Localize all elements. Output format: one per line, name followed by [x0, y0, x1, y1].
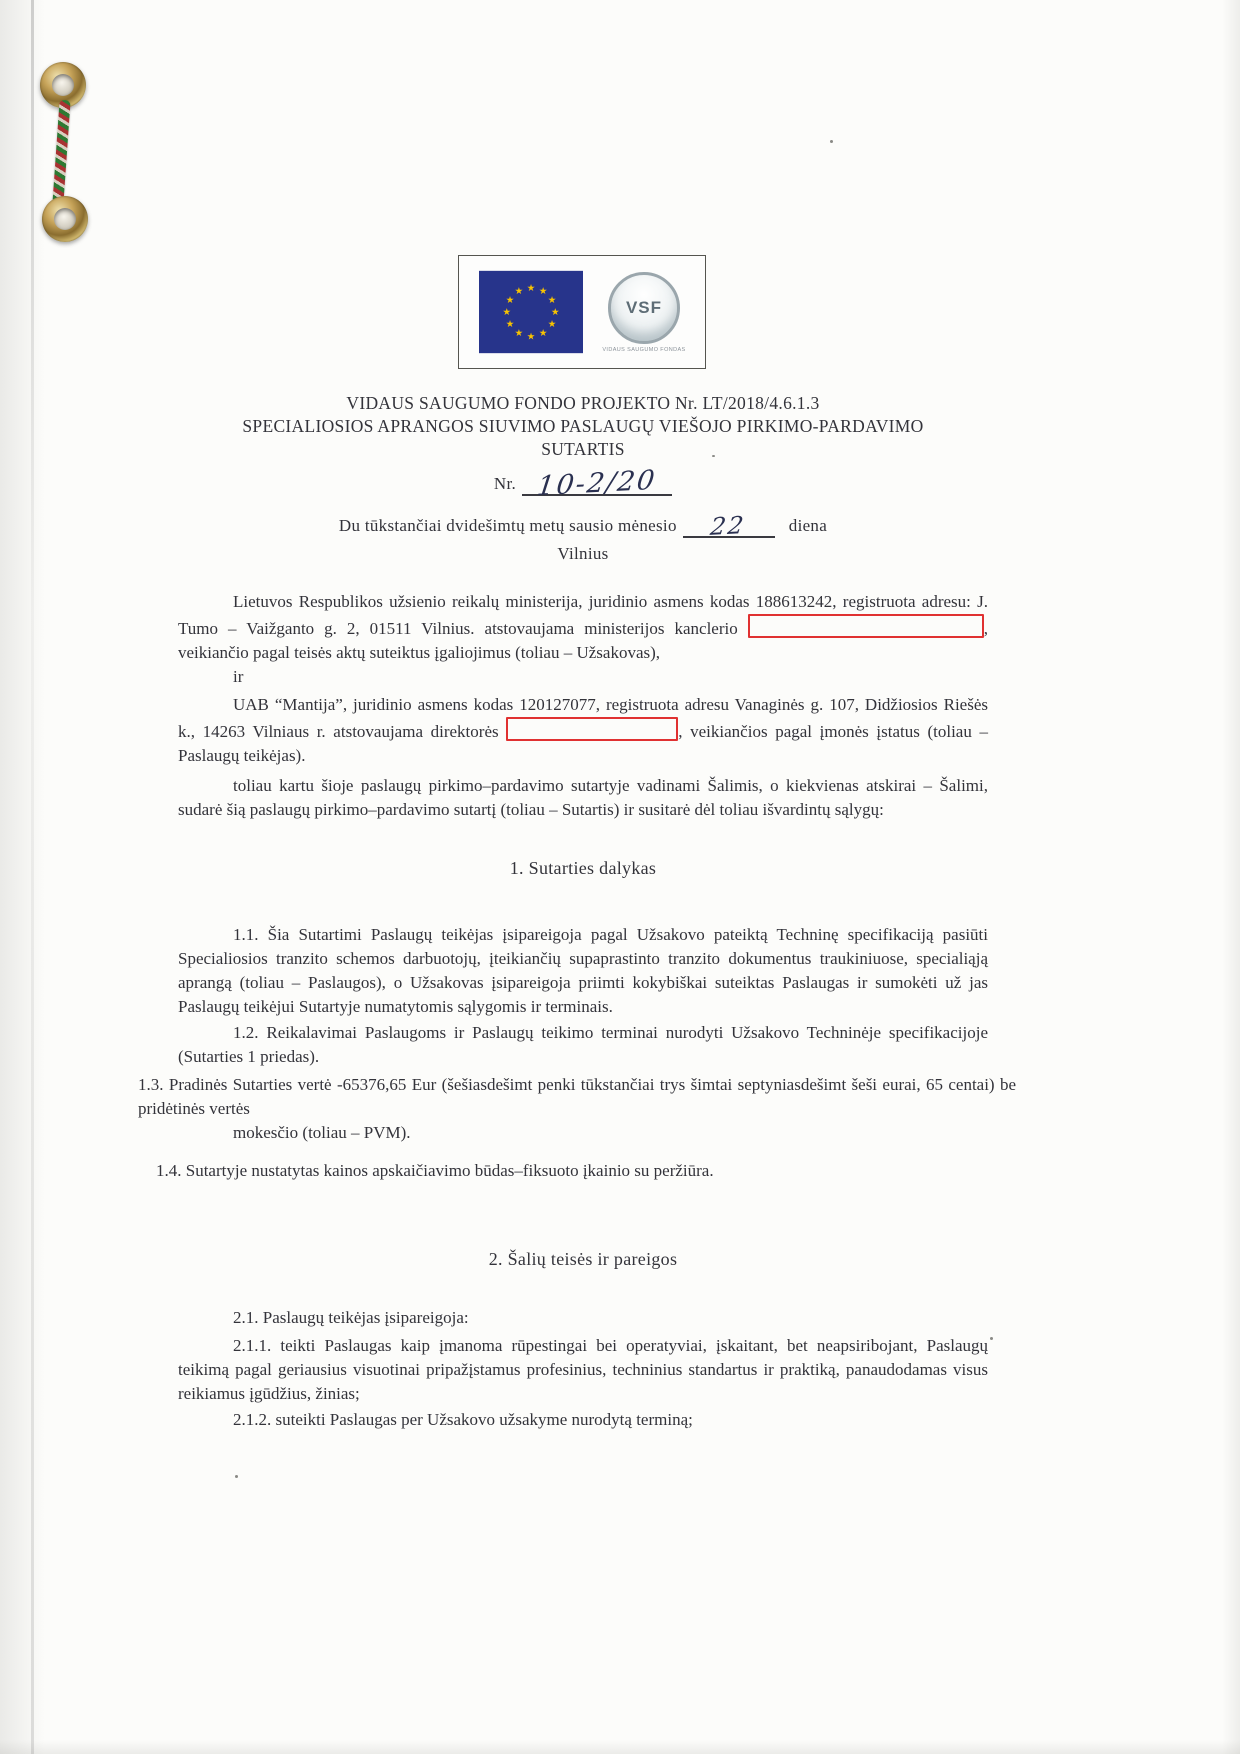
vsf-logo-caption: VIDAUS SAUGUMO FONDAS — [602, 346, 686, 353]
party-2-text-after: , — [678, 722, 683, 741]
handwritten-contract-number: 10-2/20 — [535, 464, 659, 503]
party-1-text-before: Lietuvos Respublikos užsienio reikalų ministerija, juridinio asmens kodas 188613242, registruota adresu: J. Tumo – Vaižganto g. 2, 01511 Vilnius. atstovaujama ministerijos kanclerio — [178, 592, 988, 638]
binding-grommet-bottom — [42, 196, 88, 242]
party-2-text-before: UAB “Mantija”, juridinio asmens kodas 120127077, registruota adresu Vanaginės g. 107, Didžiosios Riešės k., 14263 Vilniaus r. atstovaujama direktorės — [178, 695, 988, 741]
party-1-text-after: , veikiančio pagal teisės aktų suteiktus įgaliojimus (toliau – Užsakovas), — [178, 619, 988, 662]
party-2-text-line2: veikiančios pagal įmonės įstatus (toliau – Paslaugų teikėjas). — [178, 722, 988, 765]
clause-1-3: 1.3. Pradinės Sutarties vertė -65376,65 Eur (šešiasdešimt penki tūkstančiai trys šimtai septyniasdešimt šeši eurai, 65 centai) be pridėtinės vertės — [138, 1075, 1016, 1118]
grommet-hole — [54, 208, 76, 230]
title-line-3: SUTARTIS — [541, 439, 625, 459]
svg-text:★: ★ — [514, 328, 524, 340]
city-line: Vilnius — [557, 544, 609, 563]
redacted-name-box — [506, 717, 678, 741]
scan-crease — [31, 0, 34, 1754]
document-content — [138, 392, 1016, 1432]
section-1-heading: 1. Sutarties dalykas — [509, 858, 657, 878]
svg-text:★: ★ — [505, 294, 515, 306]
svg-text:★: ★ — [502, 307, 511, 319]
clause-1-1: 1.1. Šia Sutartimi Paslaugų teikėjas įsipareigoja pagal Užsakovo pateiktą Techninę specifikaciją pasiūti Specialiosios tranzito schemos darbuotojų, įteikiančių supaprastinto tranzito dokumentus traukiniuose, specialiąją aprangą (toliau – Paslaugos), o Užsakovas įsipareigoja priimti kokybiškai suteiktas Paslaugas ir sumokėti už jas Paslaugų teikėjui Sutartyje numatytomis sąlygomis ir terminais. — [178, 925, 988, 1016]
scan-speck — [830, 140, 833, 143]
clause-1-2: 1.2. Reikalavimai Paslaugoms ir Paslaugų teikimo terminai nurodyti Užsakovo Techninėje specifikacijoje (Sutarties 1 priedas). — [178, 1023, 988, 1066]
svg-text:★: ★ — [526, 331, 536, 343]
svg-text:★: ★ — [526, 282, 536, 294]
clause-2-1-1: 2.1.1. teikti Paslaugas kaip įmanoma rūpestingai bei operatyviai, įskaitant, bet neapsiribojant, Paslaugų teikimą pagal geriausius visuotinai pripažįstamus profesinius, techninius standartus ir praktiką, panaudodamas visus reikiamus įgūdžius, žinias; — [178, 1336, 988, 1403]
parties-joint-paragraph: toliau kartu šioje paslaugų pirkimo–pardavimo sutartyje vadinami Šalimis, o kiekvienas atskirai – Šalimi, sudarė šią paslaugų pirkimo–pardavimo sutartį (toliau – Sutartis) ir susitarė dėl toliau išvardintų sąlygų: — [178, 776, 988, 819]
party-1-paragraph — [178, 590, 988, 665]
clause-1-4: 1.4. Sutartyje nustatytas kainos apskaičiavimo būdas–fiksuoto įkainio su peržiūra. — [156, 1161, 714, 1180]
title-line-1: VIDAUS SAUGUMO FONDO PROJEKTO Nr. LT/2018/4.6.1.3 — [346, 393, 820, 413]
binding-cord — [52, 100, 70, 205]
contract-number-label: Nr. — [493, 474, 517, 493]
title-block — [178, 392, 988, 564]
clause-1-3-continued: mokesčio (toliau – PVM). — [233, 1123, 411, 1142]
title-line-2: SPECIALIOSIOS APRANGOS SIUVIMO PASLAUGŲ VIEŠOJO PIRKIMO-PARDAVIMO — [242, 416, 924, 436]
contract-number-line — [178, 464, 988, 503]
contract-number-slot — [522, 464, 672, 503]
section-2-heading: 2. Šalių teisės ir pareigos — [488, 1249, 678, 1269]
svg-text:★: ★ — [505, 319, 515, 331]
svg-text:★: ★ — [538, 285, 548, 297]
svg-text:★: ★ — [514, 285, 524, 297]
svg-text:★: ★ — [547, 319, 557, 331]
svg-text:★: ★ — [538, 328, 548, 340]
clause-2-1-2: 2.1.2. suteikti Paslaugas per Užsakovo užsakyme nurodytą terminą; — [233, 1410, 693, 1429]
clause-2-1: 2.1. Paslaugų teikėjas įsipareigoja: — [233, 1308, 469, 1327]
funding-logos-box — [458, 255, 706, 369]
vsf-logo — [601, 272, 687, 353]
svg-text:★: ★ — [551, 307, 560, 319]
eu-flag-icon — [479, 269, 583, 355]
handwritten-date: 22 — [709, 511, 748, 541]
conjunction-line: ir — [233, 667, 244, 686]
redacted-name-box — [748, 614, 984, 638]
intro-block — [178, 590, 988, 822]
vsf-logo-label: VSF — [625, 297, 663, 317]
date-slot — [683, 511, 775, 541]
date-suffix: diena — [788, 516, 828, 535]
party-2-paragraph — [178, 693, 988, 768]
scan-speck — [990, 1337, 993, 1340]
contract-date-line — [178, 511, 988, 541]
svg-text:★: ★ — [547, 294, 557, 306]
vsf-logo-icon — [608, 272, 680, 344]
grommet-hole — [52, 74, 74, 96]
date-prefix: Du tūkstančiai dvidešimtų metų sausio mėnesio — [338, 516, 677, 535]
scan-speck — [235, 1475, 238, 1478]
